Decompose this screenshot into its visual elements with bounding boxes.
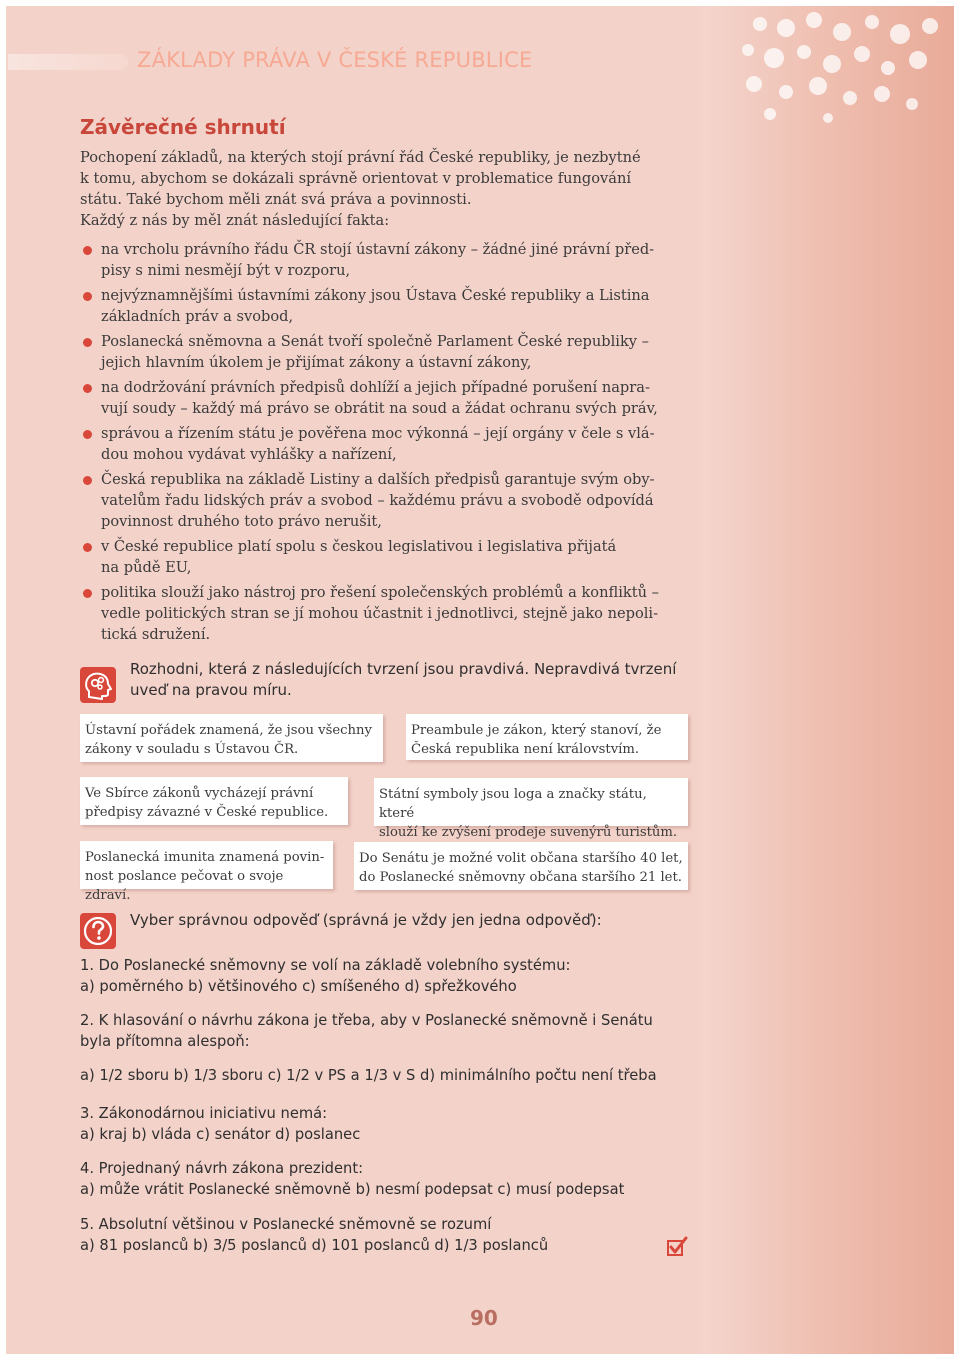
card-line: Preambule je zákon, který stanoví, že (411, 723, 662, 738)
task-line: Rozhodni, která z následujících tvrzení jsou pravdivá. Nepravdivá tvrzení (130, 660, 677, 678)
statement-card (80, 777, 348, 825)
task-instruction (130, 659, 705, 701)
fact-line: Česká republika na základě Listiny a dalších předpisů garantuje svým oby- (101, 471, 655, 488)
intro-line: státu. Také bychom měli znát svá práva a povinnosti. (80, 191, 472, 208)
quiz-question-1 (80, 955, 700, 997)
fact-item (80, 331, 700, 373)
head-gears-icon (80, 667, 116, 703)
fact-line: v České republice platí spolu s českou legislativou i legislativa přijatá (101, 538, 617, 555)
card-line: Ve Sbírce zákonů vycházejí právní (85, 786, 314, 801)
question-mark-icon (80, 913, 116, 949)
fact-line: správou a řízením státu je pověřena moc výkonná – její orgány v čele s vlá- (101, 425, 655, 442)
quiz-question-2 (80, 1010, 700, 1052)
section-title: Závěrečné shrnutí (80, 115, 286, 139)
fact-line: Poslanecká sněmovna a Senát tvoří společně Parlament České republiky – (101, 333, 649, 350)
quiz-instruction: Vyber správnou odpověď (správná je vždy jen jedna odpověď): (130, 911, 602, 929)
quiz-line: 1. Do Poslanecké sněmovny se volí na základě volebního systému: (80, 957, 571, 974)
quiz-line: 4. Projednaný návrh zákona prezident: (80, 1160, 364, 1177)
fact-line: na půdě EU, (101, 559, 192, 576)
quiz-line: a) kraj b) vláda c) senátor d) poslanec (80, 1126, 361, 1143)
checkbox-check-icon (666, 1236, 688, 1258)
fact-line: vují soudy – každý má právo se obrátit na soud a žádat ochranu svých práv, (101, 400, 658, 417)
fact-item (80, 469, 700, 532)
quiz-question-5 (80, 1214, 700, 1256)
card-line: Česká republika není královstvím. (411, 742, 640, 757)
fact-line: vatelům řadu lidských práv a svobod – každému právu a svobodě odpovídá (101, 492, 654, 509)
intro-line: k tomu, abychom se dokázali správně orientovat v problematice fungování (80, 170, 632, 187)
fact-line: povinnost druhého toto právo nerušit, (101, 513, 382, 530)
fact-line: dou mohou vydávat vyhlášky a nařízení, (101, 446, 397, 463)
fact-item (80, 239, 700, 281)
quiz-line: 3. Zákonodárnou iniciativu nemá: (80, 1105, 328, 1122)
fact-line: základních práv a svobod, (101, 308, 294, 325)
statement-card (80, 841, 333, 903)
card-line: zákony v souladu s Ústavou ČR. (85, 742, 299, 757)
quiz-question-4 (80, 1158, 700, 1200)
quiz-line: 2. K hlasování o návrhu zákona je třeba, aby v Poslanecké sněmovně i Senátu (80, 1012, 653, 1029)
decorative-bubbles (690, 6, 954, 136)
card-line: do Poslanecké sněmovny občana staršího 21 let. (359, 870, 682, 885)
fact-item (80, 377, 700, 419)
card-line: Poslanecká imunita znamená povin- (85, 850, 325, 865)
statement-card (374, 778, 688, 840)
quiz-line: byla přítomna alespoň: (80, 1033, 250, 1050)
fact-item (80, 423, 700, 465)
statement-card (354, 842, 688, 890)
quiz-line: a) poměrného b) většinového c) smíšeného d) spřežkového (80, 978, 517, 995)
card-line: Státní symboly jsou loga a značky státu, které (379, 787, 647, 821)
card-line: předpisy závazné v České republice. (85, 805, 329, 820)
fact-item (80, 582, 700, 645)
intro-text (80, 147, 700, 231)
fact-line: na vrcholu právního řádu ČR stojí ústavní zákony – žádné jiné právní před- (101, 241, 655, 258)
fact-item (80, 536, 700, 578)
task-line: uveď na pravou míru. (130, 681, 292, 699)
fact-item (80, 285, 700, 327)
fact-line: pisy s nimi nesmějí být v rozporu, (101, 262, 351, 279)
page-number: 90 (470, 1306, 498, 1330)
chapter-header: ZÁKLADY PRÁVA V ČESKÉ REPUBLICE (137, 48, 533, 72)
intro-line: Každý z nás by měl znát následující fakta: (80, 212, 390, 229)
fact-line: tická sdružení. (101, 626, 211, 643)
card-line: nost poslance pečovat o svoje zdraví. (85, 869, 284, 903)
fact-line: nejvýznamnějšími ústavními zákony jsou Ústava České republiky a Listina (101, 287, 650, 304)
facts-list (80, 239, 700, 649)
quiz-line: a) 81 poslanců b) 3/5 poslanců d) 101 poslanců d) 1/3 poslanců (80, 1237, 549, 1254)
statement-card (80, 714, 383, 762)
statement-card (406, 714, 688, 760)
decorative-side-band (700, 6, 954, 1354)
quiz-answers-2 (80, 1065, 700, 1086)
card-line: Do Senátu je možné volit občana staršího 40 let, (359, 851, 683, 866)
fact-line: na dodržování právních předpisů dohlíží a jejich případné porušení napra- (101, 379, 650, 396)
intro-line: Pochopení základů, na kterých stojí právní řád České republiky, je nezbytné (80, 149, 641, 166)
card-line: slouží ke zvýšení prodeje suvenýrů turistům. (379, 825, 678, 840)
quiz-question-3 (80, 1103, 700, 1145)
fact-line: jejich hlavním úkolem je přijímat zákony a ústavní zákony, (101, 354, 532, 371)
fact-line: vedle politických stran se jí mohou účastnit i jednotlivci, stejně jako nepoli- (101, 605, 659, 622)
quiz-line: 5. Absolutní většinou v Poslanecké sněmovně se rozumí (80, 1216, 492, 1233)
quiz-line: a) 1/2 sboru b) 1/3 sboru c) 1/2 v PS a 1/3 v S d) minimálního počtu není třeba (80, 1067, 657, 1084)
card-line: Ústavní pořádek znamená, že jsou všechny (85, 723, 372, 738)
header-bar (8, 54, 128, 70)
quiz-line: a) může vrátit Poslanecké sněmovně b) nesmí podepsat c) musí podepsat (80, 1181, 625, 1198)
fact-line: politika slouží jako nástroj pro řešení společenských problémů a konfliktů – (101, 584, 659, 601)
